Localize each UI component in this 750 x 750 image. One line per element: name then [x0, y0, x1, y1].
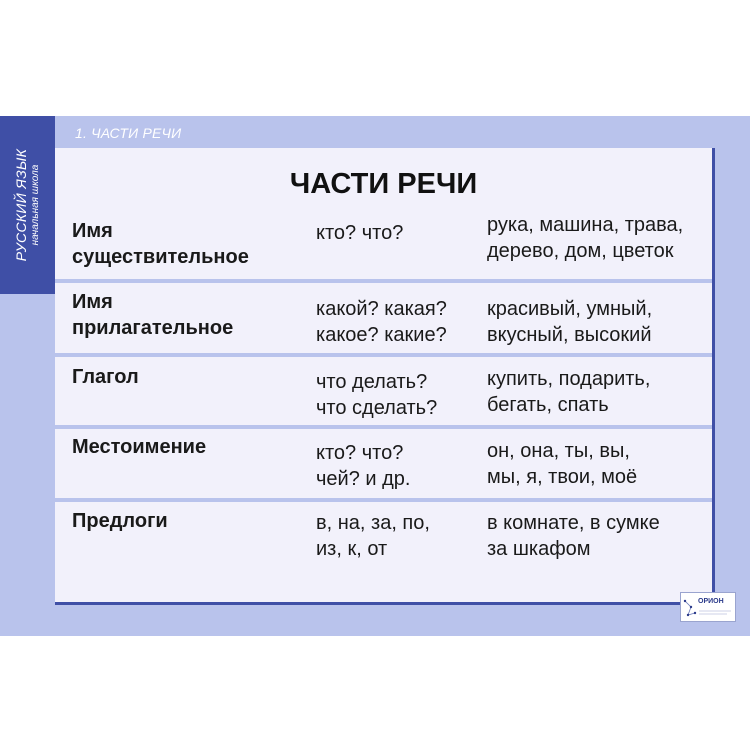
page-title: ЧАСТИ РЕЧИ: [289, 168, 478, 200]
side-label: [13, 149, 41, 261]
level-label: начальная школа: [30, 164, 41, 246]
term-adjective: Имя прилагательное: [72, 291, 234, 339]
term-preposition: Предлоги: [72, 510, 168, 532]
examples-preposition: в комнате, в сумке за шкафом: [487, 512, 660, 560]
row-divider: [55, 425, 712, 429]
question-preposition: в, на, за, по, из, к, от: [316, 512, 430, 560]
question-pronoun: кто? что? чей? и др.: [316, 442, 411, 490]
term-verb: Глагол: [72, 366, 139, 388]
row-divider: [55, 498, 712, 502]
subject-label: РУССКИЙ ЯЗЫК: [13, 148, 29, 262]
examples-adjective: красивый, умный, вкусный, высокий: [487, 298, 653, 346]
question-verb: что делать? что сделать?: [316, 371, 438, 419]
examples-pronoun: он, она, ты, вы, мы, я, твои, моё: [487, 440, 638, 488]
content-panel: [55, 148, 715, 605]
row-divider: [55, 353, 712, 357]
question-noun: кто? что?: [316, 222, 404, 244]
publisher-logo: [680, 592, 736, 622]
question-adjective: какой? какая? какое? какие?: [316, 298, 447, 346]
term-noun: Имя существительное: [72, 220, 249, 268]
section-title: 1. ЧАСТИ РЕЧИ: [75, 125, 182, 141]
examples-noun: рука, машина, трава, дерево, дом, цветок: [487, 214, 684, 262]
logo-text: ОРИОН: [698, 598, 724, 605]
row-divider: [55, 279, 712, 283]
term-pronoun: Местоимение: [72, 436, 207, 458]
examples-verb: купить, подарить, бегать, спать: [487, 368, 651, 416]
